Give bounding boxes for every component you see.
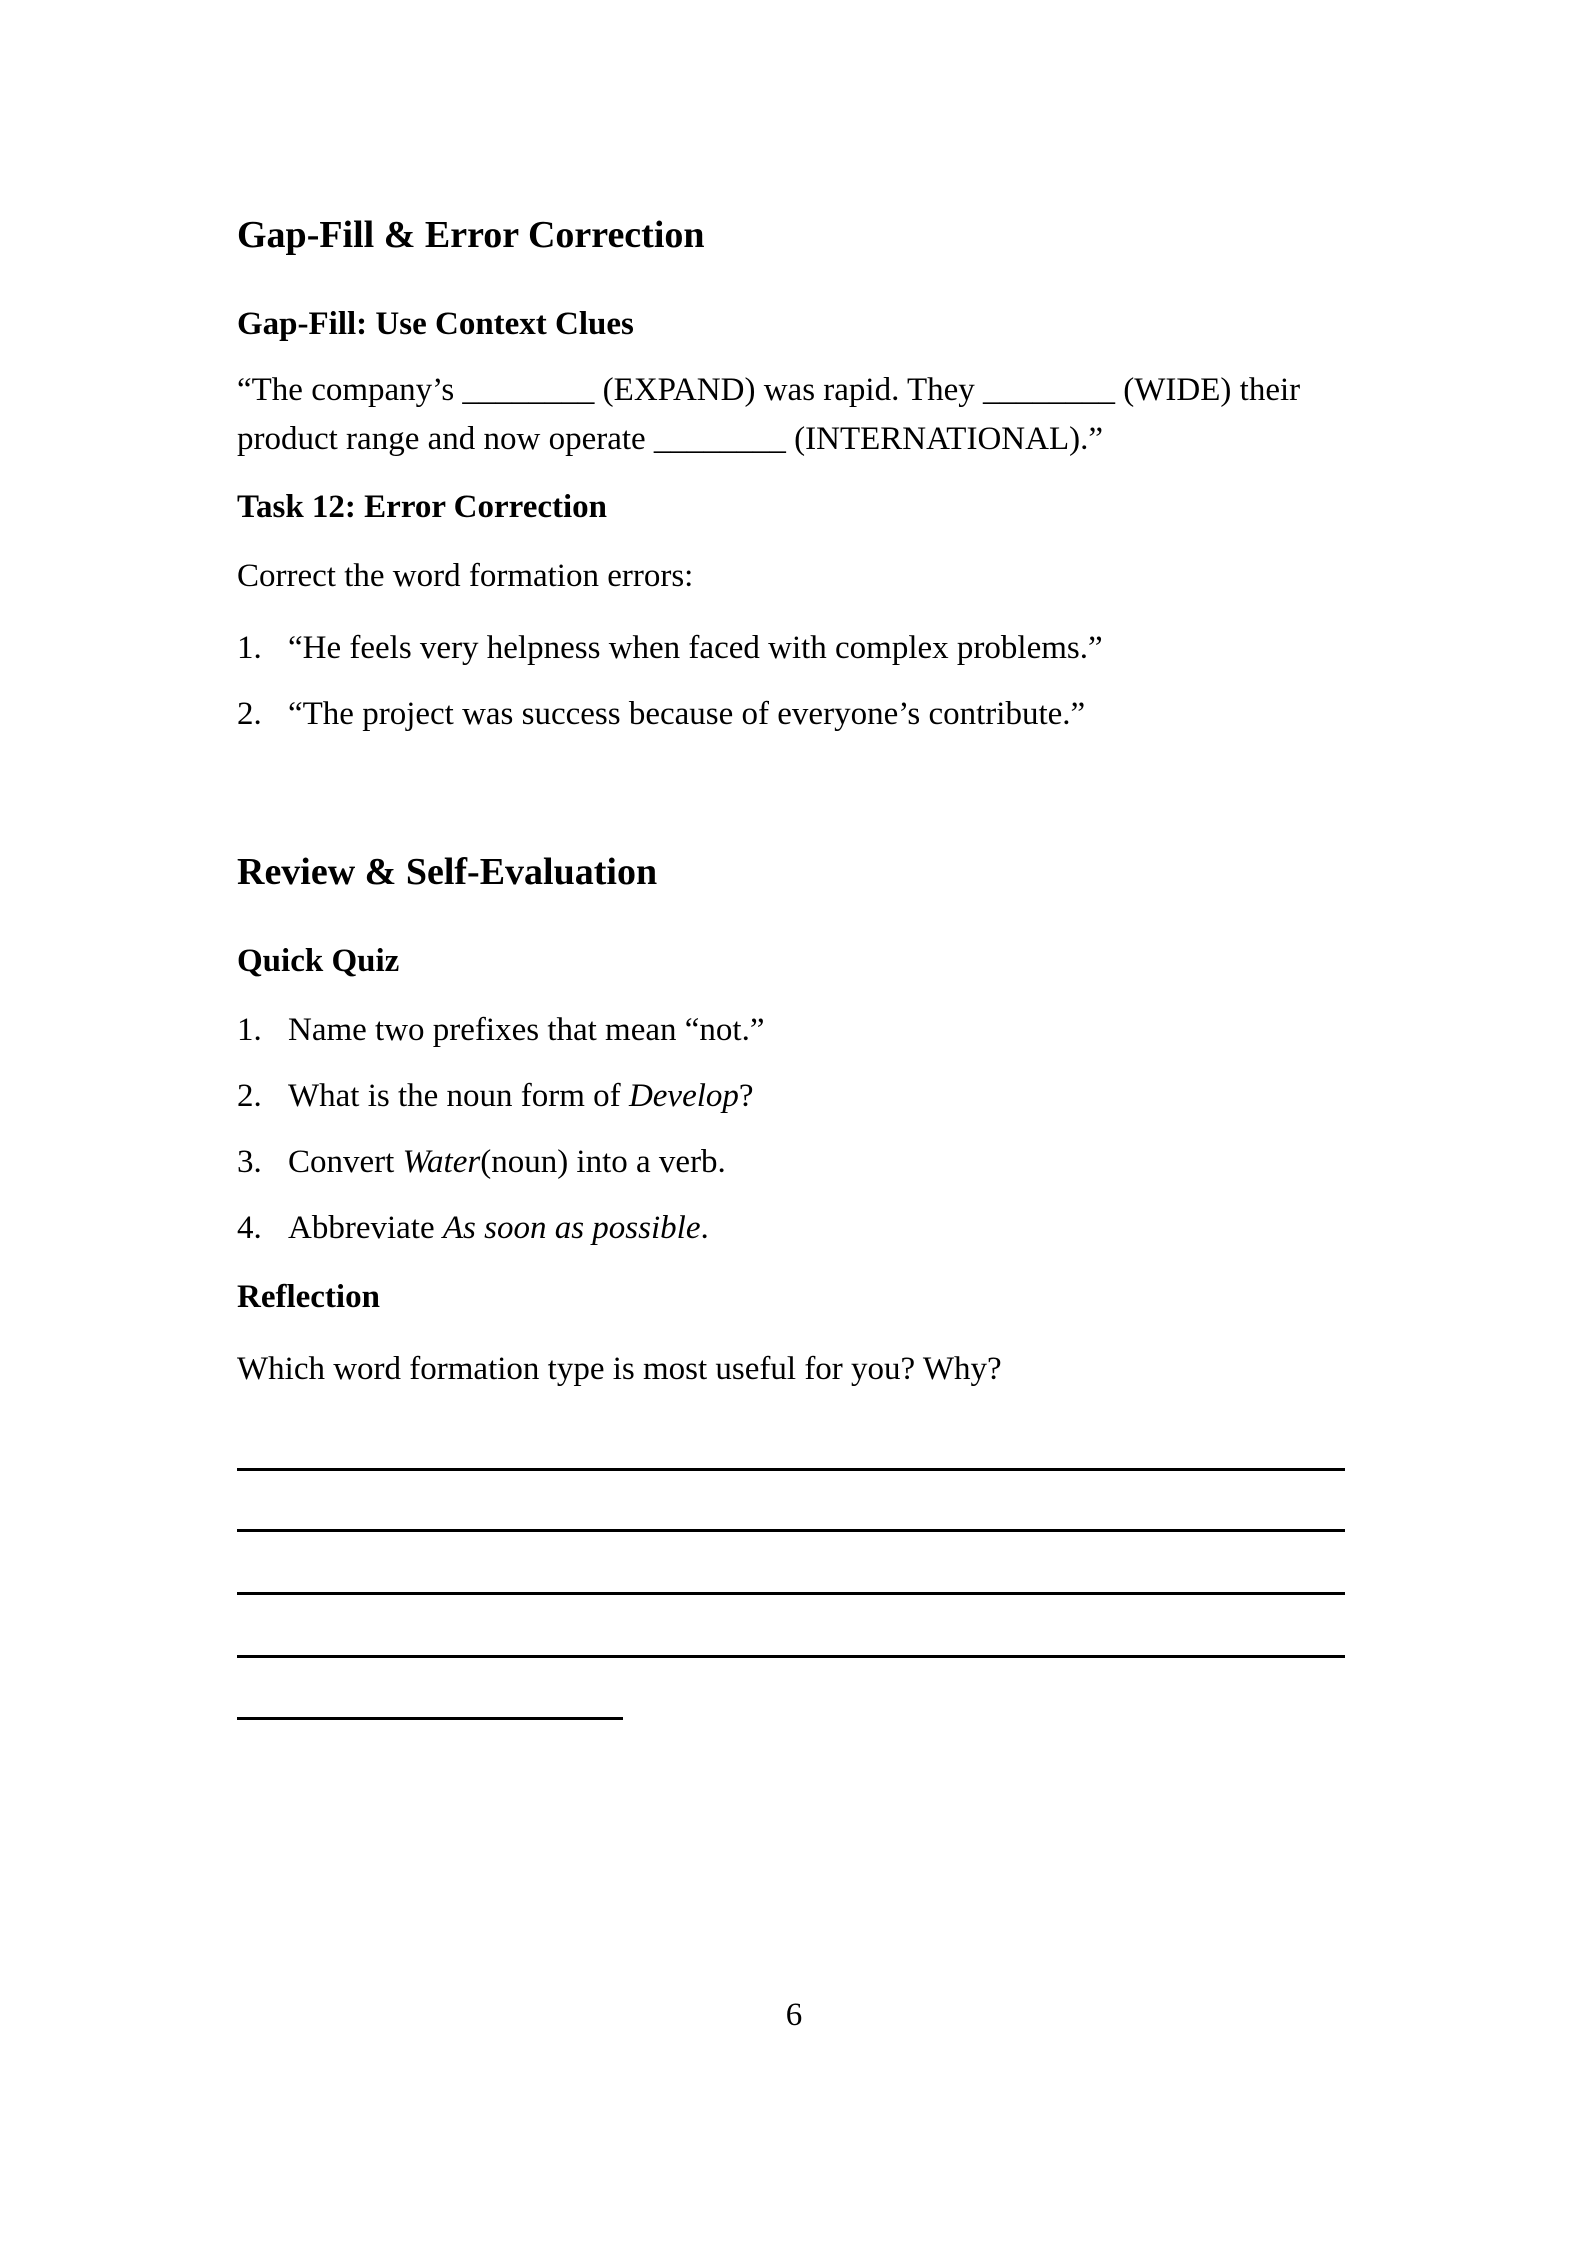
quiz-text-italic: Water <box>402 1144 481 1180</box>
quiz-item-4 <box>237 1204 1345 1253</box>
gap-fill-paragraph-line-2: product range and now operate ________ (INTERNATIONAL).” <box>237 421 1103 457</box>
quiz-text-pre: Convert <box>288 1144 403 1180</box>
list-number: 4. <box>237 1210 262 1246</box>
section-title-gap-fill-error-correction: Gap-Fill & Error Correction <box>237 214 705 256</box>
quiz-text-italic: Develop <box>628 1078 739 1114</box>
subsection-title-reflection: Reflection <box>237 1279 380 1315</box>
list-item-text <box>288 1078 754 1114</box>
quiz-item-3 <box>237 1138 1345 1187</box>
list-number: 3. <box>237 1144 262 1180</box>
list-item-text <box>288 1144 726 1180</box>
quiz-text-post: ? <box>738 1078 754 1114</box>
page-number-value: 6 <box>785 1997 803 2033</box>
list-item-text: “He feels very helpness when faced with complex problems.” <box>288 630 1103 666</box>
error-correction-instructions: Correct the word formation errors: <box>237 558 694 594</box>
quiz-text-pre: Name two prefixes that mean “not.” <box>288 1012 765 1048</box>
quiz-text-italic: As soon as possible <box>442 1210 701 1246</box>
list-item-text: “The project was success because of everyone’s contribute.” <box>288 696 1086 732</box>
list-item-text <box>288 1210 709 1246</box>
page-number <box>0 1991 1588 2040</box>
answer-line-1 <box>237 1468 1345 1471</box>
quiz-text-post: (noun) into a verb. <box>480 1144 726 1180</box>
error-correction-item-2 <box>237 690 1345 739</box>
answer-line-5 <box>237 1717 623 1720</box>
subsection-title-task-12-error-correction: Task 12: Error Correction <box>237 489 608 525</box>
answer-line-2 <box>237 1529 1345 1532</box>
quiz-text-post: . <box>700 1210 709 1246</box>
quiz-item-1 <box>237 1006 1345 1055</box>
reflection-question: Which word formation type is most useful for you? Why? <box>237 1351 1002 1387</box>
list-number: 1. <box>237 630 262 666</box>
quiz-item-2 <box>237 1072 1345 1121</box>
subsection-title-quick-quiz: Quick Quiz <box>237 943 400 979</box>
subsection-title-gap-fill-context-clues: Gap-Fill: Use Context Clues <box>237 306 634 342</box>
error-correction-item-1 <box>237 624 1345 673</box>
quiz-text-pre: Abbreviate <box>288 1210 443 1246</box>
list-item-text <box>288 1012 765 1048</box>
section-title-review-self-evaluation: Review & Self-Evaluation <box>237 851 658 893</box>
list-number: 2. <box>237 696 262 732</box>
gap-fill-paragraph-line-1: “The company’s ________ (EXPAND) was rapid. They ________ (WIDE) their <box>237 372 1301 408</box>
list-number: 2. <box>237 1078 262 1114</box>
answer-line-4 <box>237 1655 1345 1658</box>
list-number: 1. <box>237 1012 262 1048</box>
answer-line-3 <box>237 1592 1345 1595</box>
gap-fill-paragraph <box>237 366 1345 464</box>
quiz-text-pre: What is the noun form of <box>288 1078 629 1114</box>
